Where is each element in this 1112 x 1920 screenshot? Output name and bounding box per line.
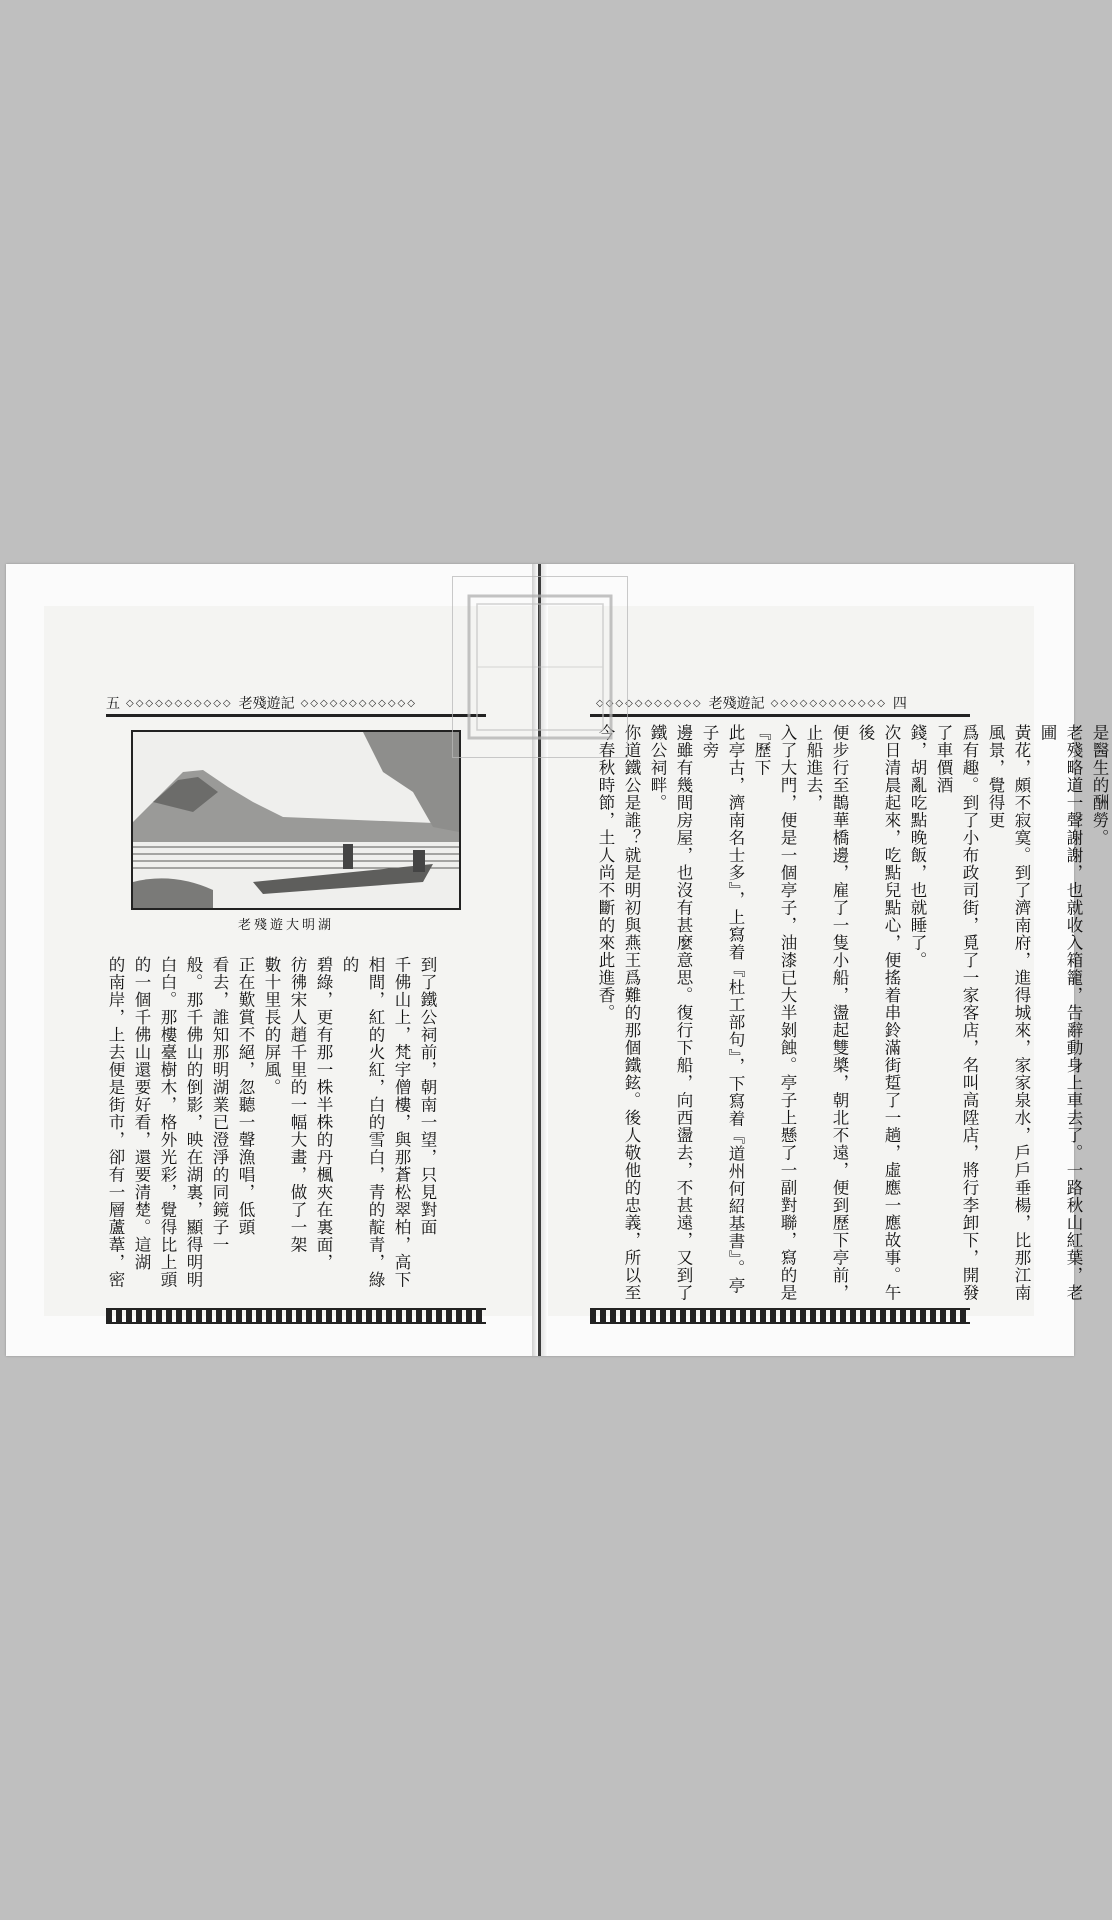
text-column: 黃花，頗不寂寞。到了濟南府，進得城來，家家泉水，戶戶垂楊，比那江南風景，覺得更 (986, 724, 1031, 1302)
text-column: 邊雖有幾間房屋，也沒有甚麼意思。復行下船，向西盪去，不甚遠，又到了鐵公祠畔。 (648, 724, 693, 1302)
ornament-dots: ◇◇◇◇◇◇◇◇◇◇◇ (126, 697, 233, 709)
text-column: 到了鐵公祠前，朝南一望，只見對面 (418, 956, 437, 1236)
right-page-text (592, 724, 1112, 1304)
left-bottom-ornament (106, 1308, 486, 1324)
right-header-rule (590, 714, 970, 717)
ornament-dots: ◇◇◇◇◇◇◇◇◇◇◇ (596, 697, 703, 709)
text-column: 彷彿宋人趙千里的一幅大畫，做了一架 (288, 956, 307, 1254)
text-column: 的一個千佛山還要好看，還要清楚。這湖 (132, 956, 151, 1271)
text-column: 今春秋時節，土人尚不斷的來此進香。 (596, 724, 615, 1022)
ornament-dots: ◇◇◇◇◇◇◇◇◇◇◇◇ (300, 697, 417, 709)
text-column: 老殘略道一聲謝謝，也就收入箱籠，告辭動身上車去了。一路秋山紅葉，老圃 (1038, 724, 1083, 1302)
text-column: 的南岸，上去便是街市，卻有一層蘆葦，密 (106, 956, 125, 1289)
text-column: 般。那千佛山的倒影，映在湖裏，顯得明明 (184, 956, 203, 1289)
left-page-header (106, 692, 486, 714)
left-header-rule (106, 714, 486, 717)
text-column: 千佛山上，梵宇僧樓，與那蒼松翠柏，高下 (392, 956, 411, 1289)
text-column: 看去，誰知那明湖業已澄淨的同鏡子一 (210, 956, 229, 1254)
left-page-number: 五 (106, 696, 120, 712)
left-running-title: 老殘遊記 (238, 696, 295, 712)
illustration-caption: 老殘遊大明湖 (238, 918, 335, 933)
right-bottom-ornament (590, 1308, 970, 1324)
text-column: 爲有趣。到了小布政司街，覓了一家客店，名叫高陞店，將行李卸下，開發了車價酒 (934, 724, 979, 1302)
text-column: 數十里長的屏風。 (262, 956, 281, 1096)
lake-illustration (131, 730, 461, 910)
text-column: 錢，胡亂吃點晚飯，也就睡了。 (908, 724, 927, 969)
text-column: 你道鐵公是誰？就是明初與燕王爲難的那個鐵鉉。後人敬他的忠義，所以至 (622, 724, 641, 1302)
text-column: 此亭古，濟南名士多』，上寫着『杜工部句』，下寫着『道州何紹基書』。亭子旁 (700, 724, 745, 1295)
text-column: 是醫生的酬勞。 (1090, 724, 1109, 847)
text-column: 相間，紅的火紅，白的雪白，青的靛青，綠的 (340, 956, 385, 1289)
ornament-dots: ◇◇◇◇◇◇◇◇◇◇◇◇ (770, 697, 887, 709)
text-column: 碧綠，更有那一株半株的丹楓夾在裏面， (314, 956, 333, 1271)
right-page-number: 四 (892, 696, 907, 712)
text-column: 白白。那樓臺樹木，格外光彩，覺得比上頭 (158, 956, 177, 1289)
text-column: 正在歎賞不絕，忽聽一聲漁唱，低頭 (236, 956, 255, 1236)
text-column: 次日清晨起來，吃點兒點心，便搖着串鈴滿街踅了一趟，虛應一應故事。午後 (856, 724, 901, 1302)
text-column: 入了大門，便是一個亭子，油漆已大半剝蝕。亭子上懸了一副對聯，寫的是『歷下 (752, 724, 797, 1302)
text-column: 便步行至鵲華橋邊，雇了一隻小船，盪起雙槳，朝北不遠，便到歷下亭前，止船進去， (804, 724, 849, 1302)
library-seal-stamp (452, 576, 628, 758)
right-running-title: 老殘遊記 (708, 696, 765, 712)
right-page-header (590, 692, 970, 714)
left-page-text (102, 956, 440, 1296)
